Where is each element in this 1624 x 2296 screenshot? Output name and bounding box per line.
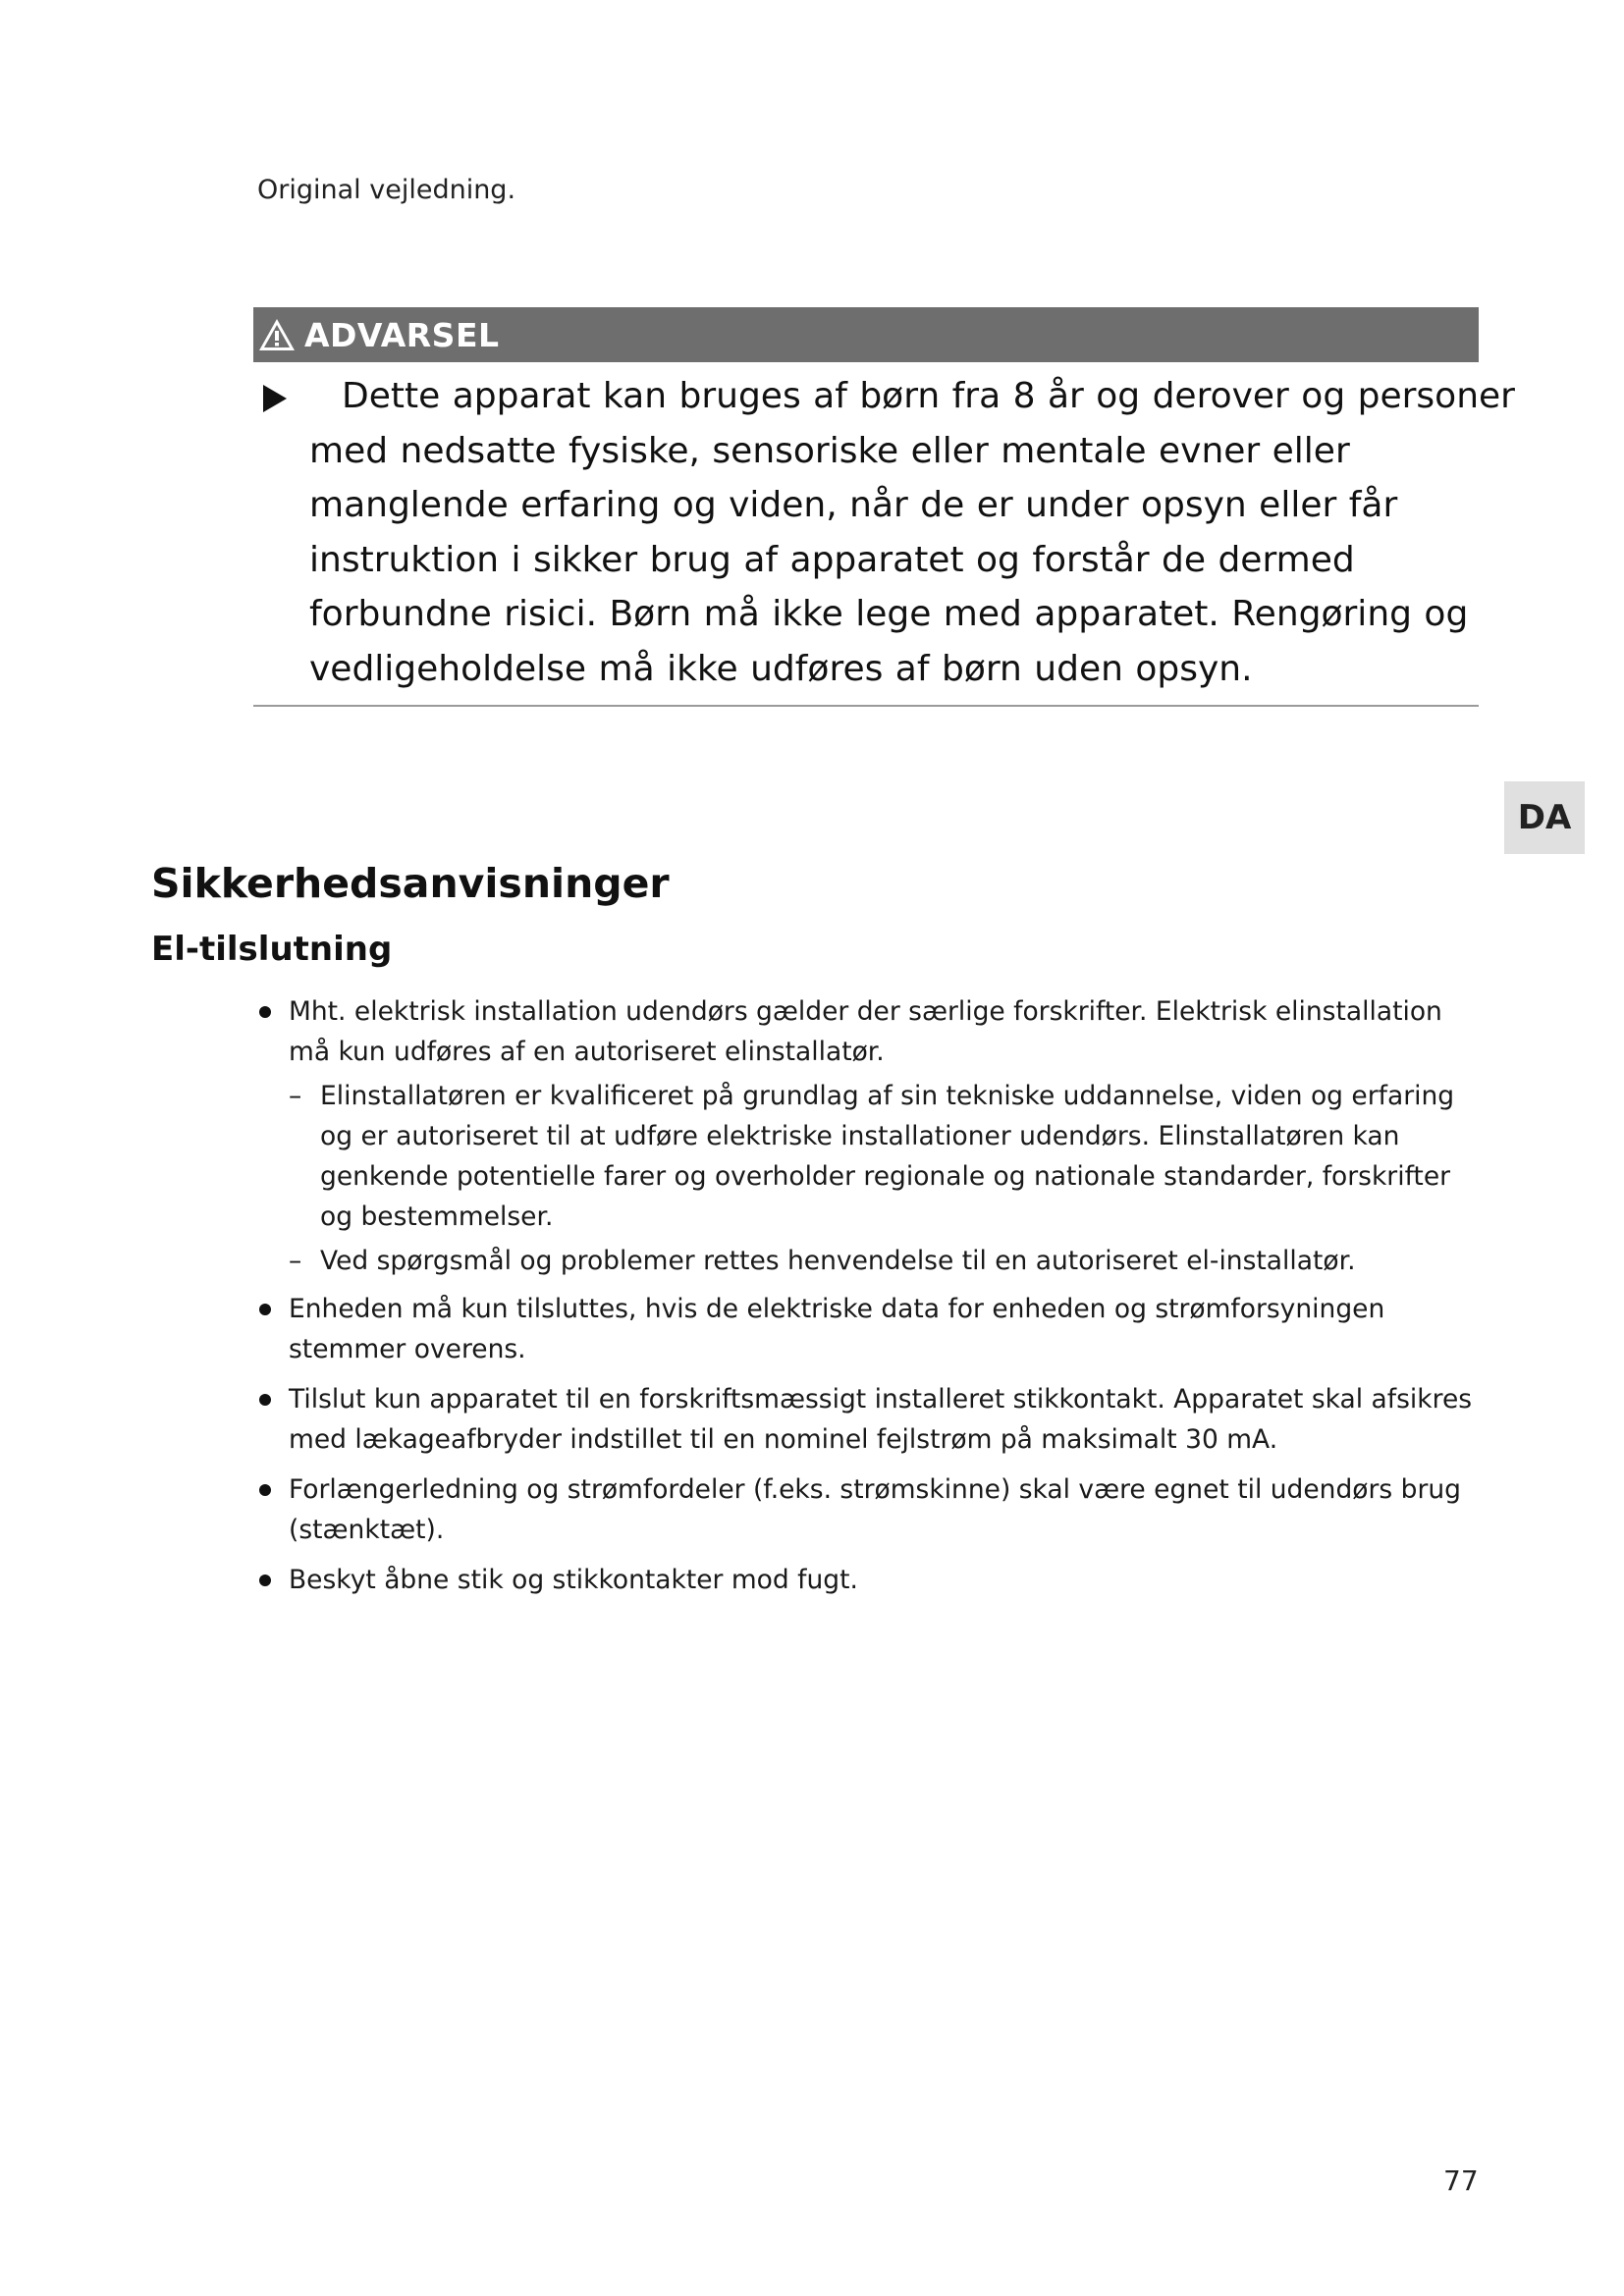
- sub-list-item: [253, 1241, 1490, 1281]
- sub-list-item-text: Ved spørgsmål og problemer rettes henvendelse til en autoriseret el-installatør.: [320, 1246, 1356, 1276]
- list-item: [253, 1289, 1490, 1369]
- arrow-bullet-icon: [263, 385, 287, 412]
- dash-icon: –: [289, 1081, 302, 1111]
- dash-icon: –: [289, 1246, 302, 1276]
- warning-header: [253, 307, 1479, 362]
- bullet-icon: [259, 1575, 271, 1586]
- list-item-text: Forlængerledning og strømfordeler (f.eks. strømskinne) skal være egnet til udendørs brug (stænktæt).: [289, 1474, 1461, 1545]
- warning-title: ADVARSEL: [304, 315, 500, 354]
- sub-list-item-text: Elinstallatøren er kvalificeret på grundlag af sin tekniske uddannelse, viden og erfaring og er autoriseret til at udføre elektriske installationer udendørs. Elinstallatøren kan genkende potentielle farer og overholder regionale og nationale standarder, forskrifter og bestemmelser.: [320, 1081, 1455, 1232]
- page-number: 77: [1443, 2164, 1479, 2197]
- warning-triangle-icon: [257, 317, 297, 352]
- bullet-icon: [259, 1304, 271, 1315]
- subsection-title: El-tilslutning: [151, 930, 393, 969]
- list-item: [253, 991, 1490, 1072]
- warning-divider: [253, 705, 1479, 707]
- list-item-text: Tilslut kun apparatet til en forskriftsmæssigt installeret stikkontakt. Apparatet skal afsikres med lækageafbryder indstillet til en nominel fejlstrøm på maksimalt 30 mA.: [289, 1384, 1473, 1455]
- sub-list-item: [253, 1076, 1490, 1237]
- safety-list: [253, 991, 1490, 1604]
- list-item-text: Beskyt åbne stik og stikkontakter mod fugt.: [289, 1565, 858, 1595]
- bullet-icon: [259, 1394, 271, 1406]
- intro-text: Original vejledning.: [257, 175, 516, 205]
- list-item: [253, 1560, 1490, 1600]
- warning-text: Dette apparat kan bruges af børn fra 8 år og derover og personer med nedsatte fysiske, sensoriske eller mentale evner eller manglende erfaring og viden, når de er under opsyn eller får instruktion i sikker brug af apparatet og forstår de dermed forbundne risici. Børn må ikke lege med apparatet. Rengøring og vedligeholdelse må ikke udføres af børn uden opsyn.: [309, 376, 1515, 689]
- list-item: [253, 1379, 1490, 1460]
- list-item: [253, 1469, 1490, 1550]
- section-title: Sikkerhedsanvisninger: [151, 860, 670, 907]
- bullet-icon: [259, 1006, 271, 1018]
- bullet-icon: [259, 1484, 271, 1496]
- language-tab: DA: [1504, 781, 1585, 854]
- list-item-text: Mht. elektrisk installation udendørs gælder der særlige forskrifter. Elektrisk elinstallation må kun udføres af en autoriseret elinstallatør.: [289, 996, 1442, 1067]
- list-item-text: Enheden må kun tilsluttes, hvis de elektriske data for enheden og strømforsyningen stemmer overens.: [289, 1294, 1385, 1364]
